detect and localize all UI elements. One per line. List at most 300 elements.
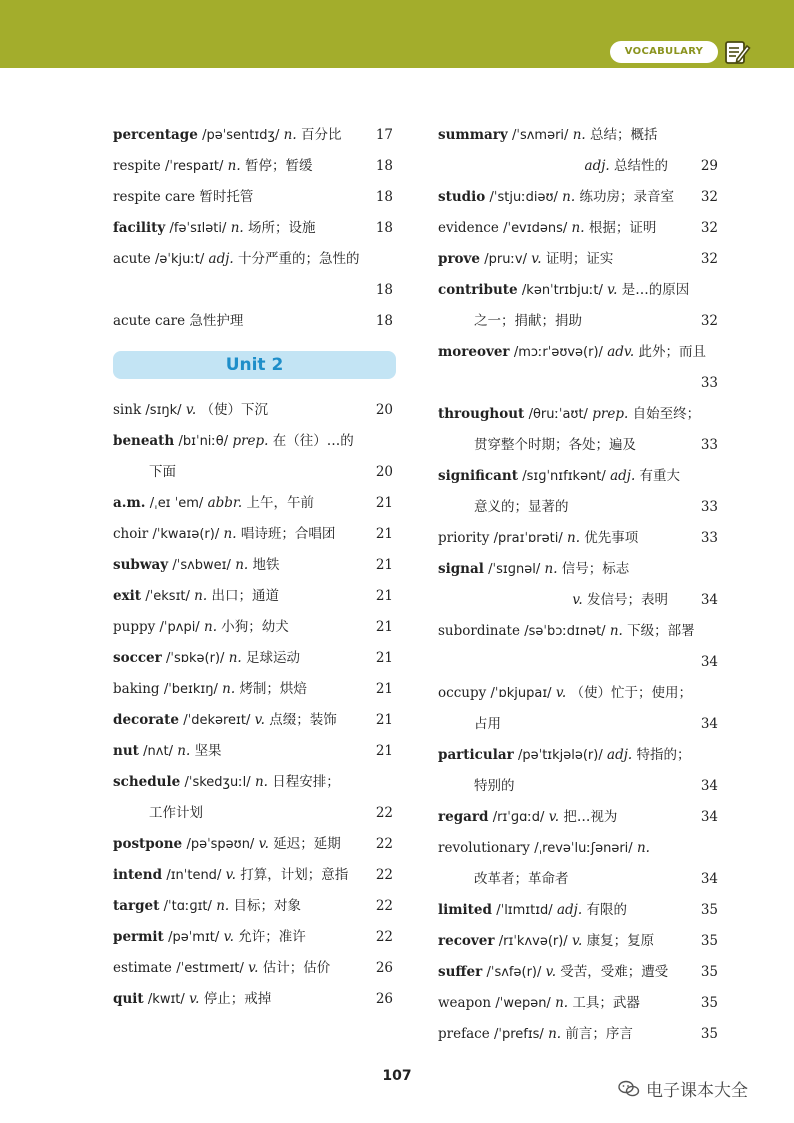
definition: 总结；概括 [590,127,658,143]
page-ref: 34 [700,592,718,608]
vocab-entry [113,860,348,891]
watermark-text: 电子课本大全 [646,1081,748,1101]
part-of-speech: v. [258,836,269,852]
page-ref: 21 [375,526,393,542]
vocab-line [438,554,718,585]
vocab-word: studio [438,189,486,205]
vocab-line [113,674,393,705]
phonetic: /ˈeksɪt/ [145,589,190,604]
page-ref: 32 [700,313,718,329]
definition: 足球运动 [246,650,301,666]
phonetic: /ɪnˈtend/ [166,868,222,883]
page-ref: 35 [700,1026,718,1042]
phonetic: /ˈsʌfə(r)/ [486,965,542,980]
vocab-word: subordinate [438,623,520,639]
page-ref: 35 [700,964,718,980]
vocab-word: priority [438,530,490,546]
vocab-word: schedule [113,774,181,790]
vocab-entry [438,957,668,988]
vocab-word: particular [438,747,514,763]
vocab-line [113,953,393,984]
definition-continued: 占用 [474,716,501,732]
phonetic: /mɔːrˈəʊvə(r)/ [513,345,603,360]
vocab-entry [438,988,640,1019]
vocab-line [438,988,718,1019]
phonetic: /ˌrevəˈluːʃənəri/ [534,841,633,856]
vocab-entry [438,833,650,864]
vocab-entry [438,802,617,833]
vocab-line [438,802,718,833]
definition: 小狗；幼犬 [221,619,289,635]
part-of-speech: n. [204,619,217,635]
vocab-line [113,736,393,767]
vocab-entry [113,426,354,457]
phonetic: /pəˈspəʊn/ [186,837,255,852]
vocab-entry [438,213,656,244]
definition: 总结性的 [614,158,668,174]
definition-continued: 工作计划 [149,805,203,821]
vocab-word: revolutionary [438,840,530,856]
vocab-entry [438,244,613,275]
definition: （使）忙于；使用； [570,685,692,701]
part-of-speech: n. [230,220,244,236]
vocab-entry [438,740,691,771]
vocab-entry [438,523,638,554]
vocab-entry [113,922,306,953]
vocab-word: limited [438,902,492,918]
part-of-speech: adj. [610,468,636,484]
vocab-word: percentage [113,127,198,143]
phonetic: /θruːˈaʊt/ [528,407,588,422]
definition: 十分严重的；急性的 [237,251,360,267]
part-of-speech: adj. [556,902,583,918]
part-of-speech: v. [189,991,200,1007]
page-ref: 22 [375,805,393,821]
phonetic: /ˈestɪmeɪt/ [176,961,244,976]
definition: 在（往）…的 [272,433,354,449]
definition: 工具；武器 [572,995,640,1011]
part-of-speech: n. [223,526,237,542]
vocab-line [113,767,393,798]
part-of-speech: v. [185,402,197,418]
vocab-entry [113,213,315,244]
vocab-word: estimate [113,960,172,976]
vocab-entry [113,705,337,736]
vocab-word: sink [113,402,142,418]
vocab-line [438,368,718,399]
vocab-line [438,709,718,740]
definition: 优先事项 [584,530,639,546]
vocab-line [113,643,393,674]
part-of-speech: n. [572,127,586,143]
phonetic: /sɪɡˈnɪfɪkənt/ [522,469,606,484]
vocab-entry [113,767,340,798]
page-ref: 33 [700,530,718,546]
definition: 百分比 [300,127,342,143]
phonetic: /pruːv/ [484,252,527,267]
part-of-speech: v. [531,251,542,267]
page-number: 107 [382,1068,412,1084]
definition: 打算，计划；意指 [240,867,349,883]
vocab-entry [113,674,307,705]
part-of-speech: v. [248,960,259,976]
vocab-word: evidence [438,220,499,236]
part-of-speech: v. [607,282,618,298]
part-of-speech: v. [572,592,583,608]
part-of-speech: n. [555,995,569,1011]
vocab-line [113,182,393,213]
phonetic: /ˈdekəreɪt/ [183,713,251,728]
page-ref: 34 [700,809,718,825]
phonetic: /ˈɒkjupaɪ/ [490,686,552,701]
page-ref: 32 [700,251,718,267]
vocab-line [438,523,718,554]
page-ref: 32 [700,189,718,205]
vocab-entry [438,616,695,647]
definition-continued: 之一；捐献；捐助 [474,313,582,329]
part-of-speech: v. [254,712,265,728]
part-of-speech: n. [216,898,230,914]
page-ref: 18 [375,313,393,329]
part-of-speech: prep. [232,433,269,449]
vocab-word: summary [438,127,508,143]
phonetic: /nʌt/ [143,744,173,759]
vocab-line [113,829,393,860]
definition: 发信号；表明 [587,592,668,608]
vocab-entry [113,519,335,550]
page-ref: 22 [375,929,393,945]
vocab-entry [113,306,243,337]
vocab-word: signal [438,561,484,577]
vocab-word: soccer [113,650,162,666]
unit-heading [113,351,396,379]
definition: 是…的原因 [621,282,690,298]
vocab-entry [438,1019,633,1050]
vocab-entry [438,337,706,368]
vocab-line [113,798,393,829]
page-ref: 34 [700,778,718,794]
definition: 停止；戒掉 [203,991,272,1007]
vocab-line [113,457,393,488]
vocab-entry [113,643,300,674]
vocab-line [438,585,718,616]
vocab-word: a.m. [113,495,146,511]
vocab-word: baking [113,681,160,697]
vocab-entry [113,984,271,1015]
definition: （使）下沉 [200,402,268,418]
part-of-speech: n. [228,650,242,666]
vocab-entry-continued [572,585,668,616]
vocab-line [438,430,718,461]
phonetic: /kwɪt/ [147,992,185,1007]
page-ref: 18 [375,282,393,298]
phonetic: /pəˈmɪt/ [168,930,220,945]
definition: 把…视为 [563,809,618,825]
vocab-entry [113,736,222,767]
vocab-line [438,399,718,430]
part-of-speech: n. [227,158,241,174]
part-of-speech: n. [235,557,249,573]
page-ref: 26 [375,960,393,976]
definition: 前言；序言 [565,1026,633,1042]
vocab-entry [438,120,658,151]
vocab-entry [438,182,674,213]
page-ref: 18 [375,189,393,205]
definition: 出口；通道 [211,588,279,604]
vocab-entry [438,275,689,306]
phonetic: /fəˈsɪləti/ [169,221,227,236]
vocab-line [113,612,393,643]
vocab-line [113,151,393,182]
definition: 练功房；录音室 [579,189,674,205]
vocab-word: weapon [438,995,492,1011]
vocab-line [438,213,718,244]
definition-continued: 贯穿整个时期；各处；遍及 [474,437,636,453]
page-ref: 20 [375,464,393,480]
part-of-speech: n. [548,1026,562,1042]
vocab-entry [113,151,312,182]
part-of-speech: n. [567,530,580,546]
vocab-line [438,1019,718,1050]
vocab-line [113,519,393,550]
vocab-line [113,705,393,736]
vocab-line [438,275,718,306]
vocab-line [438,337,718,368]
wechat-icon [618,1080,640,1098]
page-ref: 35 [700,902,718,918]
vocab-word: preface [438,1026,490,1042]
definition: 估计；估价 [262,960,331,976]
definition: 受苦，受难；遭受 [560,964,669,980]
definition-continued: 意义的；显著的 [474,499,569,515]
vocab-word: acute care [113,313,186,329]
page-ref: 22 [375,867,393,883]
phonetic: /ˈtɑːɡɪt/ [163,899,212,914]
vocab-line [438,926,718,957]
vocab-entry [113,891,301,922]
vocab-line [113,922,393,953]
page-ref: 22 [375,836,393,852]
vocab-line [438,616,718,647]
definition: 烤制；烘焙 [239,681,307,697]
page-ref: 22 [375,898,393,914]
vocab-word: respite care [113,189,196,205]
part-of-speech: adj. [584,158,610,174]
page-ref: 32 [700,220,718,236]
phonetic: /kənˈtrɪbjuːt/ [521,283,603,298]
definition: 唱诗班；合唱团 [240,526,336,542]
phonetic: /ˈsʌməri/ [512,128,569,143]
vocab-word: suffer [438,964,483,980]
vocab-line [438,895,718,926]
vocab-line [438,492,718,523]
page-ref: 21 [375,619,393,635]
part-of-speech: adj. [607,747,633,763]
vocab-entry [113,581,279,612]
vocab-entry [438,895,627,926]
phonetic: /ˈsɒkə(r)/ [166,651,225,666]
page-ref: 29 [700,158,718,174]
page-ref: 34 [700,871,718,887]
page-ref: 35 [700,995,718,1011]
part-of-speech: v. [225,867,236,883]
vocab-word: permit [113,929,164,945]
part-of-speech: n. [636,840,650,856]
page-ref: 34 [700,654,718,670]
phonetic: /ˈbeɪkɪŋ/ [163,682,218,697]
vocab-word: quit [113,991,144,1007]
vocab-line [113,426,393,457]
vocab-line [438,647,718,678]
vocab-line [113,275,393,306]
vocab-line [438,864,718,895]
vocab-entry-continued [585,151,668,182]
page-ref: 17 [375,127,393,143]
part-of-speech: n. [283,127,297,143]
vocab-entry [438,399,700,430]
definition: 场所；设施 [247,220,316,236]
definition: 上午，午前 [246,495,314,511]
page-ref: 18 [375,220,393,236]
definition: 点缀；装饰 [269,712,337,728]
page-ref: 33 [700,375,718,391]
left-column [113,120,393,1015]
definition: 日程安排； [272,774,340,790]
page-ref: 21 [375,588,393,604]
vocab-line [438,461,718,492]
definition: 延迟；延期 [273,836,341,852]
definition: 有重大 [639,468,681,484]
vocab-entry [113,488,314,519]
phonetic: /ˈskedʒuːl/ [184,775,251,790]
page-ref: 21 [375,712,393,728]
vocab-word: intend [113,867,163,883]
definition: 暂时托管 [199,189,254,205]
vocab-entry [438,554,629,585]
part-of-speech: n. [544,561,558,577]
phonetic: /pəˈtɪkjələ(r)/ [517,748,603,763]
definition: 自始至终； [632,406,701,422]
definition: 暂停；暂缓 [244,158,313,174]
page-ref: 33 [700,437,718,453]
vocab-line [438,306,718,337]
definition: 信号；标志 [561,561,630,577]
vocab-line [113,488,393,519]
phonetic: /ˈpʌpi/ [159,620,200,635]
vocab-entry [113,120,341,151]
vocab-word: puppy [113,619,156,635]
definition: 有限的 [586,902,627,918]
page-ref: 20 [375,402,393,418]
definition: 急性护理 [189,313,244,329]
vocab-word: contribute [438,282,518,298]
phonetic: /ˈprefɪs/ [493,1027,544,1042]
vocab-word: throughout [438,406,525,422]
vocab-line [438,833,718,864]
phonetic: /ˈsɪɡnəl/ [488,562,541,577]
page-ref: 21 [375,650,393,666]
part-of-speech: v. [545,964,556,980]
phonetic: /ˈkwaɪə(r)/ [152,527,220,542]
part-of-speech: adv. [607,344,635,360]
vocab-entry [438,678,692,709]
vocab-entry [113,953,330,984]
vocab-word: occupy [438,685,487,701]
part-of-speech: n. [222,681,236,697]
vocab-line [438,120,718,151]
definition: 下级；部署 [627,623,695,639]
vocab-word: moreover [438,344,510,360]
definition: 根据；证明 [588,220,657,236]
vocab-word: significant [438,468,518,484]
vocab-line [438,244,718,275]
phonetic: /ˈwepən/ [495,996,551,1011]
phonetic: /ˈevɪdəns/ [503,221,568,236]
vocab-word: exit [113,588,142,604]
part-of-speech: abbr. [207,495,243,511]
page-ref: 21 [375,681,393,697]
definition: 目标；对象 [233,898,302,914]
vocab-word: nut [113,743,139,759]
definition-continued: 改革者；革命者 [474,871,569,887]
page-ref: 34 [700,716,718,732]
page-ref: 21 [375,495,393,511]
page-ref: 33 [700,499,718,515]
vocab-word: facility [113,220,166,236]
vocab-line [113,860,393,891]
vocab-entry [438,461,680,492]
part-of-speech: prep. [592,406,629,422]
vocab-entry [113,244,359,275]
vocabulary-label: VOCABULARY [610,41,718,63]
phonetic: /əˈkjuːt/ [155,252,205,267]
phonetic: /bɪˈniːθ/ [178,434,229,449]
vocab-word: regard [438,809,489,825]
definition: 此外；而且 [638,344,707,360]
vocab-word: postpone [113,836,183,852]
vocab-line [438,151,718,182]
definition: 坚果 [194,743,222,759]
notepad-pencil-icon [723,38,751,66]
part-of-speech: n. [177,743,191,759]
vocab-line [113,395,393,426]
vocab-word: respite [113,158,161,174]
part-of-speech: n. [254,774,268,790]
part-of-speech: v. [555,685,567,701]
vocab-word: beneath [113,433,175,449]
definition: 康复；复原 [586,933,655,949]
vocab-word: choir [113,526,149,542]
page-ref: 21 [375,743,393,759]
phonetic: /ˈrespaɪt/ [165,159,224,174]
vocab-line [113,984,393,1015]
part-of-speech: v. [548,809,560,825]
phonetic: /pəˈsentɪdʒ/ [202,128,280,143]
part-of-speech: n. [571,220,585,236]
phonetic: /praɪˈɒrəti/ [493,531,563,546]
definition: 允许；准许 [238,929,306,945]
vocab-word: decorate [113,712,179,728]
phonetic: /ˈstjuːdiəʊ/ [489,190,558,205]
phonetic: /rɪˈɡɑːd/ [492,810,545,825]
definition-continued: 特别的 [474,778,515,794]
phonetic: /rɪˈkʌvə(r)/ [498,934,568,949]
part-of-speech: v. [223,929,234,945]
vocab-line [113,550,393,581]
vocab-entry [113,612,289,643]
vocab-entry [438,926,654,957]
part-of-speech: n. [194,588,208,604]
